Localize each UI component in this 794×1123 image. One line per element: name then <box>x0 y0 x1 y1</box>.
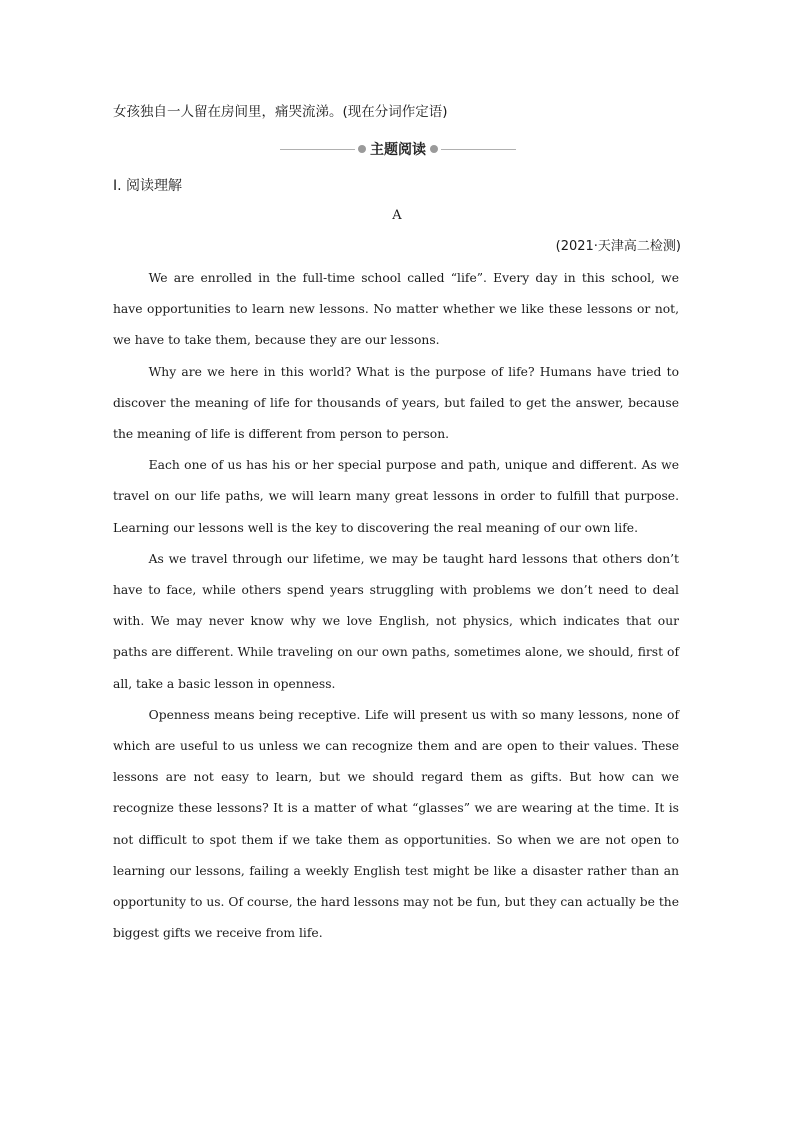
passage-source: (2021·天津高二检测) <box>555 239 681 254</box>
paragraph: Openness means being receptive. Life will present us with so many lessons, none of which are useful to us unless we can recognize them and are open to their values. These lessons are not easy to learn, but we should regard them as gifts. But how can we recognize these lessons? It is a matter of what “glasses” we are wearing at the time. It is not difficult to spot them if we take them as opportunities. So when we are not open to learning our lessons, failing a weekly English test might be like a disaster rather than an opportunity to us. Of course, the hard lessons may not be fun, but they can actually be the biggest gifts we receive from life. <box>113 707 679 941</box>
paragraph: Each one of us has his or her special purpose and path, unique and different. As we travel on our life paths, we will learn many great lessons in order to fulfill that purpose. Learning our lessons well is the key to discovering the real meaning of our own life. <box>113 458 679 535</box>
header-rule-right <box>441 149 516 150</box>
translation-sentence: 女孩独自一人留在房间里，痛哭流涕。(现在分词作定语) <box>113 104 448 120</box>
section-title: 主题阅读 <box>370 142 426 158</box>
header-dot-right-icon <box>430 145 438 153</box>
passage-body <box>113 263 679 949</box>
paragraph: We are enrolled in the full-time school called “life”. Every day in this school, we have opportunities to learn new lessons. No matter whether we like these lessons or not, we have to take them, because they are our lessons. <box>113 271 679 348</box>
header-rule-left <box>280 149 355 150</box>
paragraph: Why are we here in this world? What is the purpose of life? Humans have tried to discover the meaning of life for thousands of years, but failed to get the answer, because the meaning of life is different from person to person. <box>113 364 679 442</box>
paragraph: As we travel through our lifetime, we may be taught hard lessons that others don’t have to face, while others spend years struggling with problems we don’t need to deal with. We may never know why we love English, not physics, which indicates that our paths are different. While traveling on our own paths, sometimes alone, we should, first of all, take a basic lesson in openness. <box>113 551 679 691</box>
header-dot-left-icon <box>358 145 366 153</box>
part-label: Ⅰ. 阅读理解 <box>113 178 183 194</box>
section-header <box>280 137 516 161</box>
passage-letter: A <box>392 208 402 223</box>
